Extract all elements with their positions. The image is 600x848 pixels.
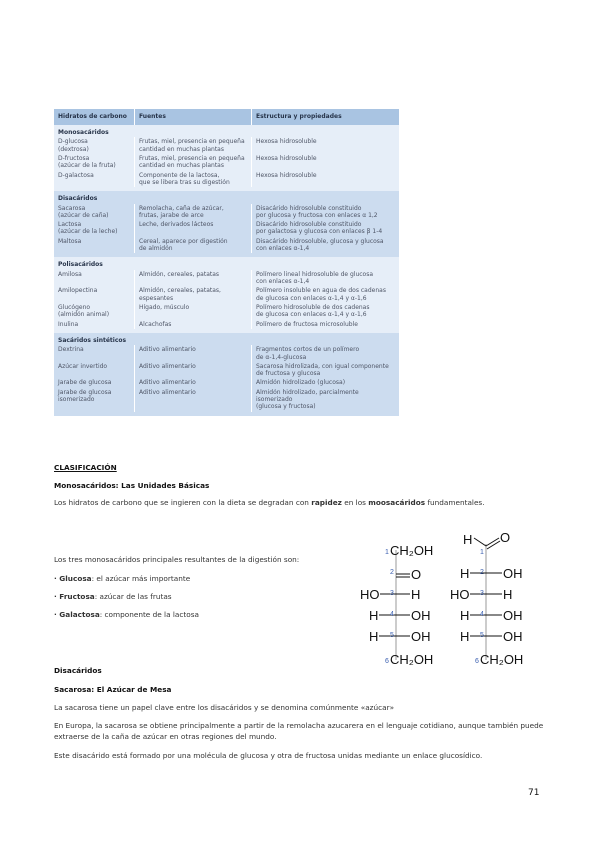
table-header: Fuentes (135, 109, 252, 125)
table-row (54, 171, 400, 188)
section-title: Disacáridos (54, 191, 400, 203)
glucose-c2-right: OH (503, 566, 523, 581)
carbon-number: 1 (480, 549, 484, 556)
glucose-c5-left: H (460, 629, 470, 644)
table-cell: Jarabe de glucosa (54, 378, 135, 387)
section-title: Sacáridos sintéticos (54, 333, 400, 345)
table-cell: Aditivo alimentario (135, 378, 252, 387)
fructose-c6: CH₂OH (390, 652, 434, 667)
table-row (54, 303, 400, 320)
table-cell: Almidón hidrolizado, parcialmente isomerizado (glucosa y fructosa) (252, 388, 400, 412)
fischer-projections (352, 526, 532, 670)
table-cell: Frutas, miel, presencia en pequeña cantidad en muchas plantas (135, 137, 252, 154)
table-cell: Jarabe de glucosa isomerizado (54, 388, 135, 412)
table-row (54, 204, 400, 221)
table-row (54, 362, 400, 379)
table-cell: Amilopectina (54, 286, 135, 303)
table-cell: Amilosa (54, 270, 135, 287)
carbohydrate-table (54, 109, 400, 416)
table-cell: Polímero insoluble en agua de dos cadenas de glucosa con enlaces α-1,4 y α-1,6 (252, 286, 400, 303)
fructose-c3-left: HO (360, 587, 380, 602)
table-cell: Almidón, cereales, patatas, espesantes (135, 286, 252, 303)
table-cell: Hexosa hidrosoluble (252, 171, 400, 188)
table-row (54, 378, 400, 387)
fructose-c4-right: OH (411, 608, 431, 623)
glucose-structure (450, 530, 523, 667)
carbon-number: 3 (480, 590, 484, 597)
section-title: Monosacáridos (54, 125, 400, 137)
table-cell: Remolacha, caña de azúcar, frutas, jarabe de arce (135, 204, 252, 221)
glucose-c5-right: OH (503, 629, 523, 644)
section-title: Polisacáridos (54, 257, 400, 269)
bullet-fructosa: · Fructosa: azúcar de las frutas (54, 592, 172, 601)
disaccharides-heading: Disacáridos (54, 666, 102, 675)
table-cell: Hexosa hidrosoluble (252, 137, 400, 154)
carbon-number: 2 (390, 569, 394, 576)
table-row (54, 237, 400, 254)
table-cell: Polímero de fructosa microsoluble (252, 320, 400, 329)
sucrose-paragraph-1: La sacarosa tiene un papel clave entre los disacáridos y se denomina comúnmente «azúcar» (54, 703, 395, 712)
fructose-c1: CH₂OH (390, 543, 434, 558)
glucose-c1-h: H (463, 532, 473, 547)
table-cell: D-galactosa (54, 171, 135, 188)
monosaccharides-heading: Monosacáridos: Las Unidades Básicas (54, 481, 210, 490)
table-cell: Componente de la lactosa, que se libera tras su digestión (135, 171, 252, 188)
table-row (54, 154, 400, 171)
glucose-c4-left: H (460, 608, 470, 623)
bullet-galactosa: · Galactosa: componente de la lactosa (54, 610, 199, 619)
section-row (54, 333, 400, 345)
table-cell: Polímero lineal hidrosoluble de glucosa con enlaces α-1,4 (252, 270, 400, 287)
table-cell: Aditivo alimentario (135, 345, 252, 362)
carbon-number: 6 (475, 658, 479, 665)
page-number: 71 (528, 788, 540, 798)
sucrose-paragraph-2: En Europa, la sacarosa se obtiene principalmente a partir de la remolacha azucarera en el lenguaje cotidiano, aunque también puede extraerse de la caña de azúcar en otras regiones del mundo. (54, 721, 544, 741)
fructose-c2: O (411, 567, 422, 582)
carbon-number: 3 (390, 590, 394, 597)
glucose-c6: CH₂OH (480, 652, 524, 667)
table-cell: Disacárido hidrosoluble, glucosa y glucosa con enlaces α-1,4 (252, 237, 400, 254)
table-cell: Disacárido hidrosoluble constituido por glucosa y fructosa con enlaces α 1,2 (252, 204, 400, 221)
table-cell: Almidón hidrolizado (glucosa) (252, 378, 400, 387)
glucose-c2-left: H (460, 566, 470, 581)
table-cell: Alcachofas (135, 320, 252, 329)
glucose-c4-right: OH (503, 608, 523, 623)
table-row (54, 345, 400, 362)
carbon-number: 2 (480, 569, 484, 576)
table-row (54, 388, 400, 412)
table-cell: Cereal, aparece por digestión de almidón (135, 237, 252, 254)
mono-intro: Los tres monosacáridos principales resultantes de la digestión son: (54, 555, 300, 564)
table-cell: D-fructosa (azúcar de la fruta) (54, 154, 135, 171)
carbon-number: 6 (385, 658, 389, 665)
carbon-number: 4 (390, 611, 394, 618)
table-header: Hidratos de carbono (54, 109, 135, 125)
fructose-c4-left: H (369, 608, 379, 623)
table-cell: Aditivo alimentario (135, 362, 252, 379)
table-row (54, 320, 400, 329)
table-cell: Polímero hidrosoluble de dos cadenas de glucosa con enlaces α-1,4 y α-1,6 (252, 303, 400, 320)
table-cell: Inulina (54, 320, 135, 329)
section-spacer (54, 412, 400, 416)
table-row (54, 137, 400, 154)
fructose-c5-left: H (369, 629, 379, 644)
table-cell: Sacarosa (azúcar de caña) (54, 204, 135, 221)
table-row (54, 220, 400, 237)
carbon-number: 1 (385, 549, 389, 556)
table-cell: Frutas, miel, presencia en pequeña cantidad en muchas plantas (135, 154, 252, 171)
table-row (54, 270, 400, 287)
table-cell: Hexosa hidrosoluble (252, 154, 400, 171)
table-cell: Maltosa (54, 237, 135, 254)
table-cell: Lactosa (azúcar de la leche) (54, 220, 135, 237)
fructose-c3-right: H (411, 587, 421, 602)
table-cell: D-glucosa (dextrosa) (54, 137, 135, 154)
table-cell: Almidón, cereales, patatas (135, 270, 252, 287)
glucose-c3-left: HO (450, 587, 470, 602)
table-cell: Glucógeno (almidón animal) (54, 303, 135, 320)
section-row (54, 257, 400, 269)
fructose-structure (360, 543, 433, 667)
table-cell: Sacarosa hidrolizada, con igual componente de fructosa y glucosa (252, 362, 400, 379)
fructose-c5-right: OH (411, 629, 431, 644)
table-cell: Fragmentos cortos de un polímero de α-1,4-glucosa (252, 345, 400, 362)
mono-paragraph: Los hidratos de carbono que se ingieren con la dieta se degradan con rapidez en los moosacáridos fundamentales. (54, 498, 485, 507)
table-cell: Leche, derivados lácteos (135, 220, 252, 237)
table-row (54, 286, 400, 303)
table-cell: Azúcar invertido (54, 362, 135, 379)
table-cell: Aditivo alimentario (135, 388, 252, 412)
table-cell: Dextrina (54, 345, 135, 362)
bullet-glucosa: · Glucosa: el azúcar más importante (54, 574, 191, 583)
spacer-cell (54, 412, 400, 416)
sucrose-heading: Sacarosa: El Azúcar de Mesa (54, 685, 172, 694)
section-row (54, 191, 400, 203)
carbon-number: 5 (480, 632, 484, 639)
carbon-number: 5 (390, 632, 394, 639)
classification-heading: CLASIFICACIÓN (54, 463, 117, 472)
section-row (54, 125, 400, 137)
carbon-number: 4 (480, 611, 484, 618)
sucrose-paragraph-3: Este disacárido está formado por una molécula de glucosa y otra de fructosa unidas mediante un enlace glucosídico. (54, 751, 483, 760)
glucose-c3-right: H (503, 587, 513, 602)
glucose-c1-o: O (500, 530, 511, 545)
table-cell: Disacárido hidrosoluble constituido por galactosa y glucosa con enlaces β 1-4 (252, 220, 400, 237)
table-cell: Hígado, músculo (135, 303, 252, 320)
table-header: Estructura y propiedades (252, 109, 400, 125)
